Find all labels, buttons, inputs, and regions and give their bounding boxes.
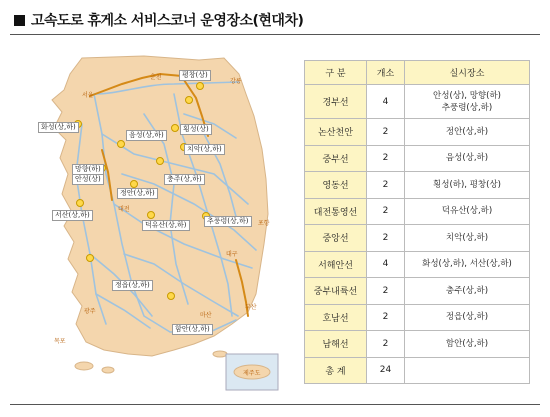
row-count: 2 [367,145,405,172]
row-count: 2 [367,225,405,252]
row-location: 음성(상,하) [405,145,530,172]
page-title: 고속도로 휴게소 서비스코너 운영장소(현대차) [31,13,304,29]
label-anseong: 안성(상) [72,174,104,185]
table-row [305,145,530,172]
label-jeongan: 정안(상,하) [117,188,158,199]
row-count: 2 [367,331,405,358]
row-line: 남해선 [305,331,367,358]
row-line: 중부선 [305,145,367,172]
row-count: 2 [367,119,405,146]
table-row [305,198,530,225]
label-eumseong: 음성(상,하) [126,130,167,141]
rest-area-pin-icon[interactable] [86,254,94,262]
title-divider [10,34,540,35]
table-total-row [305,357,530,383]
row-count: 4 [367,85,405,119]
row-location: 함안(상,하) [405,331,530,358]
rest-area-pin-icon[interactable] [130,180,138,188]
title-bullet-icon [14,15,25,26]
table-row [305,278,530,305]
table-row [305,304,530,331]
row-location: 정읍(상,하) [405,304,530,331]
rest-area-pin-icon[interactable] [185,96,193,104]
label-pyeongchang: 평창(상) [179,70,211,81]
city-daegu: 대구 [226,251,238,258]
row-location: 치악(상,하) [405,225,530,252]
header-category: 구 분 [305,61,367,85]
row-count: 4 [367,251,405,278]
page-header [10,8,540,32]
row-line: 호남선 [305,304,367,331]
city-gangneung: 강릉 [230,78,242,85]
city-chuncheon: 춘천 [150,74,162,81]
total-location [405,357,530,383]
row-line: 서해안선 [305,251,367,278]
city-gwangju: 광주 [84,308,96,315]
header-count: 개소 [367,61,405,85]
city-pohang: 포항 [258,220,270,227]
row-location: 충주(상,하) [405,278,530,305]
rest-area-pin-icon[interactable] [117,140,125,148]
row-line: 대전통영선 [305,198,367,225]
row-line: 논산천안 [305,119,367,146]
rest-area-pin-icon[interactable] [147,211,155,219]
city-daejeon: 대전 [118,206,130,213]
island [102,367,114,373]
rest-area-pin-icon[interactable] [156,157,164,165]
table-row [305,119,530,146]
label-manghyang: 망향(하) [72,164,104,175]
row-location: 횡성(하), 평창(상) [405,172,530,199]
city-seoul: 서울 [82,92,94,99]
island [213,351,227,357]
total-count: 24 [367,357,405,383]
row-count: 2 [367,198,405,225]
label-chiak: 치악(상,하) [184,144,225,155]
korea-highway-map [24,54,282,394]
row-count: 2 [367,172,405,199]
row-location-line1: 안성(상), 망향(하) [433,90,501,101]
table-header-row [305,61,530,85]
row-line: 중부내륙선 [305,278,367,305]
label-jeongeup: 정읍(상,하) [112,280,153,291]
label-haman: 함안(상,하) [172,324,213,335]
label-seosan: 서산(상,하) [52,210,93,221]
row-location: 화성(상,하), 서산(상,하) [405,251,530,278]
city-busan: 부산 [245,304,257,311]
table-row [305,225,530,252]
row-location-line2: 추풍령(상,하) [441,102,493,113]
table-row [305,331,530,358]
row-location [405,85,530,119]
island [75,362,93,370]
rest-area-pin-icon[interactable] [171,124,179,132]
table-row [305,172,530,199]
row-count: 2 [367,304,405,331]
total-label: 총 계 [305,357,367,383]
rest-area-pin-icon[interactable] [196,82,204,90]
row-line: 영동선 [305,172,367,199]
label-hwaseong: 화성(상,하) [38,122,79,133]
header-location: 실시장소 [405,61,530,85]
service-corner-table [304,60,530,384]
label-chungju: 충주(상,하) [164,174,205,185]
row-line: 경부선 [305,85,367,119]
city-jeju: 제주도 [243,370,261,377]
rest-area-pin-icon[interactable] [76,199,84,207]
bottom-divider [10,404,540,405]
row-location: 덕유산(상,하) [405,198,530,225]
city-mokpo: 목포 [54,338,66,345]
label-deogyusan: 덕유산(상,하) [142,220,190,231]
rest-area-pin-icon[interactable] [167,292,175,300]
table-row [305,85,530,119]
label-chupungryeong: 추풍령(상,하) [204,216,252,227]
label-hoengseong: 횡성(상) [180,124,212,135]
row-line: 중앙선 [305,225,367,252]
city-masan: 마산 [200,312,212,319]
table-row [305,251,530,278]
row-count: 2 [367,278,405,305]
row-location: 정안(상,하) [405,119,530,146]
